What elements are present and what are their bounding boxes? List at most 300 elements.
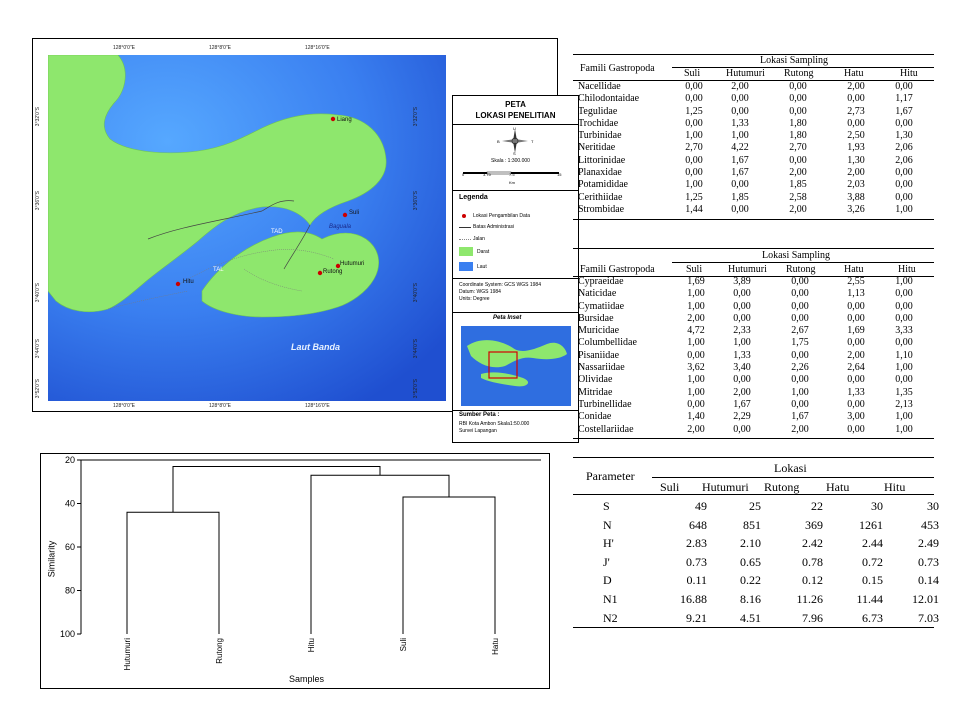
table-cell: 1,00 [895, 203, 913, 215]
table-cell: 0,00 [895, 117, 913, 129]
table-cell: 0,00 [685, 93, 703, 105]
scale-text: Skala : 1:300.000 [491, 158, 530, 164]
source-title: Sumber Peta : [459, 412, 500, 418]
table-cell: 2.49 [918, 536, 939, 551]
row-label: Turbinellidae [578, 398, 632, 410]
row-label: Bursidae [578, 312, 614, 324]
legend-item-sea: Laut [477, 264, 487, 270]
table-row [578, 350, 934, 362]
table-row [578, 387, 934, 399]
table-cell: 2,00 [687, 312, 705, 324]
table-cell: 2,26 [791, 362, 809, 374]
source-line-2: Survei Lapangan [459, 428, 497, 434]
table-cell: 49 [695, 499, 707, 513]
table-cell: 2,50 [847, 130, 865, 142]
table-cell: 369 [805, 517, 823, 532]
table-cell: 12.01 [912, 591, 939, 606]
table-cell: 2,06 [895, 142, 913, 154]
table-row [573, 534, 939, 553]
table-cell: 2,00 [847, 349, 865, 361]
row-label: S [603, 499, 610, 513]
map-title-line-1: PETA [505, 100, 526, 109]
table-cell: 1,33 [847, 386, 865, 398]
table-cell: 1,25 [685, 105, 703, 117]
table-1-loc-hatu: Hatu [844, 68, 864, 79]
table-row [578, 374, 934, 386]
table-cell: 0.14 [918, 573, 939, 588]
table-row [573, 553, 939, 572]
table-row [578, 81, 934, 93]
row-label: Naticidae [578, 288, 617, 300]
table-cell: 3,40 [733, 362, 751, 374]
table-cell: 4.51 [740, 610, 761, 625]
table-3-body [573, 497, 939, 627]
y-tick-label: 80 [64, 585, 75, 596]
dendrogram-ylabel: Similarity [46, 540, 57, 578]
table-2-loc-rutong: Rutong [786, 264, 816, 275]
table-cell: 2,70 [685, 142, 703, 154]
table-cell: 1,00 [685, 179, 703, 191]
table-row [578, 142, 934, 154]
table-cell: 0,00 [789, 154, 807, 166]
table-row [578, 179, 934, 191]
right-tick-1: 3°32'0"S [413, 107, 419, 127]
table-cell: 7.96 [802, 610, 823, 625]
table-cell: 2,55 [847, 276, 865, 287]
table-cell: 2,00 [847, 81, 865, 92]
table-cell: 1,00 [687, 300, 705, 312]
y-tick-label: 60 [64, 542, 75, 552]
table-row [573, 571, 939, 590]
table-cell: 1,80 [789, 130, 807, 142]
sample-point-liang [331, 117, 335, 121]
table-cell: 0,00 [895, 191, 913, 203]
table-cell: 2,00 [847, 167, 865, 179]
row-label: N [603, 517, 612, 532]
place-label-laut-banda: Laut Banda [291, 342, 341, 352]
scale-tick-0: 0 [462, 172, 465, 177]
table-2-loc-suli: Suli [686, 264, 703, 275]
table-cell: 2,00 [791, 423, 809, 435]
table-cell: 0,00 [847, 398, 865, 410]
table-cell: 0,00 [731, 179, 749, 191]
row-label: Tegulidae [578, 105, 618, 117]
table-cell: 2,64 [847, 362, 865, 374]
table-cell: 0,00 [733, 288, 751, 300]
dendrogram-panel [40, 453, 550, 689]
table-cell: 2.83 [686, 536, 707, 551]
table-row [573, 609, 939, 628]
table-cell: 0,00 [733, 300, 751, 312]
left-tick-4: 3°44'0"S [35, 339, 41, 359]
table-cell: 11.44 [856, 591, 883, 606]
place-label-tal: TAL [213, 267, 224, 273]
table-cell: 8.16 [740, 591, 761, 606]
table-cell: 1,44 [685, 203, 703, 215]
place-label-suli: Suli [349, 210, 360, 216]
row-label: Cypraeidae [578, 276, 624, 287]
row-label: Muricidae [578, 325, 620, 337]
leaf-label-hutumuri: Hutumuri [123, 638, 132, 671]
table-cell: 0.72 [862, 554, 883, 569]
table-cell: 0.11 [686, 573, 707, 588]
table-cell: 0,00 [791, 349, 809, 361]
row-label: Olividae [578, 374, 613, 386]
scale-bar [461, 170, 571, 176]
table-cell: 0.73 [686, 554, 707, 569]
table-cell: 2,00 [687, 423, 705, 435]
bottom-tick-1: 128°0'0"E [113, 403, 135, 409]
table-row [578, 313, 934, 325]
table-cell: 1,30 [895, 130, 913, 142]
right-tick-4: 3°44'0"S [413, 339, 419, 359]
table-cell: 1,33 [733, 349, 751, 361]
table-1-col-header: Famili Gastropoda [580, 63, 655, 74]
table-row [578, 337, 934, 349]
row-label: D [603, 573, 612, 588]
table-row [578, 288, 934, 300]
row-label: Neritidae [578, 142, 616, 154]
table-cell: 0,00 [791, 374, 809, 386]
table-3-header-row [652, 480, 934, 494]
scale-tick-2: 7.5 [509, 172, 515, 177]
table-cell: 3,00 [847, 411, 865, 423]
table-cell: 1,33 [731, 117, 749, 129]
table-cell: 0,00 [789, 81, 807, 92]
top-tick-2: 128°8'0"E [209, 45, 231, 51]
compass-letter-b: B [497, 139, 500, 144]
table-cell: 1,35 [895, 386, 913, 398]
table-cell: 16.88 [680, 591, 707, 606]
table-cell: 648 [689, 517, 707, 532]
table-cell: 0,00 [847, 337, 865, 349]
table-cell: 1,80 [789, 117, 807, 129]
leaf-label-rutong: Rutong [215, 638, 224, 664]
row-label: Costellariidae [578, 423, 634, 435]
compass-letter-u: U [513, 126, 516, 131]
legend-item-sample-point: Lokasi Pengambilan Data [473, 213, 530, 219]
table-cell: 1,00 [895, 362, 913, 374]
table-cell: 3,33 [895, 325, 913, 337]
table-cell: 3,89 [733, 276, 751, 287]
table-cell: 0,00 [685, 167, 703, 179]
table-cell: 1,69 [687, 276, 705, 287]
table-cell: 2,03 [847, 179, 865, 191]
table-cell: 2,00 [789, 203, 807, 215]
table-cell: 0,00 [733, 374, 751, 386]
table-cell: 0,00 [731, 93, 749, 105]
table-cell: 0,00 [847, 312, 865, 324]
table-cell: 0,00 [685, 117, 703, 129]
y-tick-label: 40 [64, 498, 75, 509]
coord-system-line-2: Datum: WGS 1984 [459, 289, 501, 295]
table-3-loc-rutong: Rutong [764, 480, 800, 494]
table-cell: 6.73 [862, 610, 883, 625]
table-3-param-header: Parameter [586, 469, 635, 483]
table-cell: 0.15 [862, 573, 883, 588]
scale-unit: Km [509, 180, 515, 185]
table-2-top-rule [573, 248, 934, 249]
table-cell: 1,69 [847, 325, 865, 337]
dendrogram-link-3 [311, 475, 449, 634]
row-label: Columbellidae [578, 337, 637, 349]
legend-item-road: Jalan [473, 236, 485, 242]
table-cell: 1,67 [733, 398, 751, 410]
compass-letter-t: T [531, 139, 534, 144]
row-label: N2 [603, 610, 618, 625]
table-1-loc-hitu: Hitu [900, 68, 918, 79]
table-cell: 0,00 [731, 203, 749, 215]
table-row [578, 424, 934, 436]
table-row [578, 118, 934, 130]
table-cell: 0,00 [687, 398, 705, 410]
table-row [578, 411, 934, 423]
table-3-top-rule [573, 457, 934, 458]
table-cell: 9.21 [686, 610, 707, 625]
table-cell: 0,00 [791, 312, 809, 324]
table-cell: 22 [811, 499, 823, 513]
table-cell: 1,67 [791, 411, 809, 423]
sample-point-rutong [318, 271, 322, 275]
place-label-hutumuri: Hutumuri [340, 261, 365, 267]
table-cell: 1,00 [731, 130, 749, 142]
left-tick-5: 3°52'0"S [35, 379, 41, 399]
row-label: Turbinidae [578, 130, 622, 142]
row-label: Nacellidae [578, 81, 621, 92]
row-label: J' [603, 554, 610, 569]
table-cell: 0,00 [685, 81, 703, 92]
table-cell: 0,00 [789, 93, 807, 105]
table-cell: 0,00 [685, 154, 703, 166]
leaf-label-hitu: Hitu [307, 638, 316, 653]
table-cell: 0,00 [847, 93, 865, 105]
table-cell: 1,00 [687, 374, 705, 386]
place-label-tad: TAD [271, 229, 283, 235]
legend-sea-swatch [459, 262, 473, 271]
dendrogram-link-4 [173, 467, 380, 513]
map-legend-panel [452, 95, 579, 443]
dendrogram-link-2 [403, 497, 495, 634]
leaf-label-hatu: Hatu [491, 638, 500, 655]
inset-map [461, 326, 571, 406]
table-row [578, 362, 934, 374]
table-3-loc-hutumuri: Hutumuri [702, 480, 749, 494]
table-cell: 3,88 [847, 191, 865, 203]
table-3-loc-hatu: Hatu [826, 480, 850, 494]
map-canvas [48, 55, 446, 401]
table-1-top-rule [573, 54, 934, 55]
table-2-loc-hitu: Hitu [898, 264, 916, 275]
legend-item-boundary: Batas Administrasi [473, 224, 515, 230]
table-cell: 0,00 [731, 105, 749, 117]
row-label: Potamididae [578, 179, 628, 191]
row-label: H' [603, 536, 614, 551]
table-3-group-header: Lokasi [774, 461, 807, 475]
table-cell: 0,00 [687, 349, 705, 361]
table-cell: 1,00 [895, 423, 913, 435]
table-cell: 1,00 [685, 130, 703, 142]
table-cell: 1,10 [895, 349, 913, 361]
table-1-loc-hutumuri: Hutumuri [726, 68, 765, 79]
inset-title: Peta Inset [493, 315, 522, 321]
table-cell: 1,85 [789, 179, 807, 191]
table-row [578, 192, 934, 204]
table-cell: 0.65 [740, 554, 761, 569]
table-cell: 2,58 [789, 191, 807, 203]
row-label: Littorinidae [578, 154, 626, 166]
table-cell: 4,72 [687, 325, 705, 337]
top-tick-1: 128°0'0"E [113, 45, 135, 51]
table-cell: 0,00 [895, 167, 913, 179]
table-row [578, 399, 934, 411]
row-label: Pisaniidae [578, 349, 620, 361]
row-label: Planaxidae [578, 167, 622, 179]
table-cell: 0,00 [895, 312, 913, 324]
row-label: Cymatiidae [578, 300, 625, 312]
table-cell: 1261 [859, 517, 883, 532]
sample-point-suli [343, 213, 347, 217]
table-cell: 2.44 [862, 536, 883, 551]
table-cell: 0.22 [740, 573, 761, 588]
table-row [578, 325, 934, 337]
map-title-line-2: LOKASI PENELITIAN [475, 111, 556, 120]
legend-sample-point-icon [462, 214, 466, 218]
table-cell: 1,00 [791, 386, 809, 398]
table-row [573, 497, 939, 516]
table-cell: 0,00 [791, 300, 809, 312]
sample-point-hitu [176, 282, 180, 286]
table-cell: 0.78 [802, 554, 823, 569]
table-cell: 0,00 [847, 300, 865, 312]
coord-system-line-1: Coordinate System: GCS WGS 1984 [459, 282, 541, 288]
left-tick-1: 3°32'0"S [35, 107, 41, 127]
table-cell: 0.12 [802, 573, 823, 588]
table-cell: 453 [921, 517, 939, 532]
table-cell: 4,22 [731, 142, 749, 154]
table-cell: 1,00 [687, 337, 705, 349]
row-label: Strombidae [578, 203, 625, 215]
table-cell: 0,00 [895, 374, 913, 386]
table-cell: 1,67 [731, 167, 749, 179]
table-cell: 1,40 [687, 411, 705, 423]
dendrogram-xlabel: Samples [289, 674, 325, 684]
left-tick-2: 3°36'0"S [35, 191, 41, 211]
table-cell: 0,00 [733, 423, 751, 435]
right-tick-5: 3°52'0"S [413, 379, 419, 399]
table-cell: 3,26 [847, 203, 865, 215]
legend-title: Legenda [459, 194, 488, 201]
table-cell: 1,00 [687, 386, 705, 398]
table-row [578, 155, 934, 167]
y-tick-label: 20 [64, 455, 75, 465]
table-cell: 0,00 [895, 179, 913, 191]
table-2-group-header: Lokasi Sampling [762, 250, 831, 261]
table-row [578, 106, 934, 118]
table-cell: 1,13 [847, 288, 865, 300]
table-2-loc-hutumuri: Hutumuri [728, 264, 767, 275]
table-cell: 3,62 [687, 362, 705, 374]
compass-letter-s: S [513, 151, 516, 156]
table-1-body [578, 81, 934, 216]
table-cell: 1,17 [895, 93, 913, 105]
table-cell: 0,00 [895, 300, 913, 312]
table-cell: 0,00 [847, 374, 865, 386]
table-cell: 1,30 [847, 154, 865, 166]
table-row [578, 301, 934, 313]
dendrogram-link-1 [127, 512, 219, 634]
table-cell: 1,25 [685, 191, 703, 203]
table-cell: 0,00 [895, 81, 913, 92]
row-label: Chilodontaidae [578, 93, 640, 105]
table-cell: 0,00 [895, 288, 913, 300]
top-tick-3: 128°16'0"E [305, 45, 330, 51]
y-tick-label: 100 [59, 629, 75, 639]
table-row [578, 204, 934, 216]
table-1-loc-rutong: Rutong [784, 68, 814, 79]
table-cell: 2,06 [895, 154, 913, 166]
table-cell: 0,00 [733, 312, 751, 324]
table-cell: 2,70 [789, 142, 807, 154]
place-label-baguala: Baguala [329, 224, 352, 230]
row-label: Conidae [578, 411, 612, 423]
dendrogram-chart [41, 454, 549, 688]
legend-boundary-icon [459, 227, 471, 228]
table-cell: 1,75 [791, 337, 809, 349]
table-row [578, 276, 934, 288]
table-cell: 1,67 [895, 105, 913, 117]
table-cell: 1,00 [733, 337, 751, 349]
row-label: Nassariidae [578, 362, 625, 374]
table-cell: 2,00 [731, 81, 749, 92]
table-cell: 0,00 [847, 117, 865, 129]
research-location-map [32, 38, 562, 434]
table-cell: 2,00 [733, 386, 751, 398]
table-cell: 1,85 [731, 191, 749, 203]
table-cell: 2.10 [740, 536, 761, 551]
table-row [573, 590, 939, 609]
table-cell: 1,00 [895, 276, 913, 287]
table-1-group-header: Lokasi Sampling [760, 55, 829, 66]
row-label: Mitridae [578, 386, 613, 398]
table-2-body [578, 276, 934, 436]
table-cell: 1,93 [847, 142, 865, 154]
scale-tick-1: 3.75 [483, 172, 491, 177]
table-cell: 11.26 [796, 591, 823, 606]
table-cell: 30 [871, 499, 883, 513]
row-label: Cerithiidae [578, 191, 623, 203]
coord-system-line-3: Units: Degree [459, 296, 490, 302]
table-cell: 0,00 [895, 337, 913, 349]
source-line-1: RBI Kota Ambon Skala1:50.000 [459, 421, 530, 427]
table-cell: 0,00 [791, 276, 809, 287]
table-1-loc-suli: Suli [684, 68, 701, 79]
table-cell: 851 [743, 517, 761, 532]
table-cell: 2,33 [733, 325, 751, 337]
legend-road-icon [459, 239, 471, 240]
table-row [578, 167, 934, 179]
right-tick-2: 3°36'0"S [413, 191, 419, 211]
table-cell: 0.73 [918, 554, 939, 569]
legend-item-land: Darat [477, 249, 490, 255]
table-cell: 0,00 [791, 398, 809, 410]
table-cell: 2,00 [789, 167, 807, 179]
table-cell: 1,00 [895, 411, 913, 423]
table-cell: 0,00 [847, 423, 865, 435]
bottom-tick-3: 128°16'0"E [305, 403, 330, 409]
table-cell: 2,73 [847, 105, 865, 117]
table-row [578, 130, 934, 142]
table-cell: 2,67 [791, 325, 809, 337]
